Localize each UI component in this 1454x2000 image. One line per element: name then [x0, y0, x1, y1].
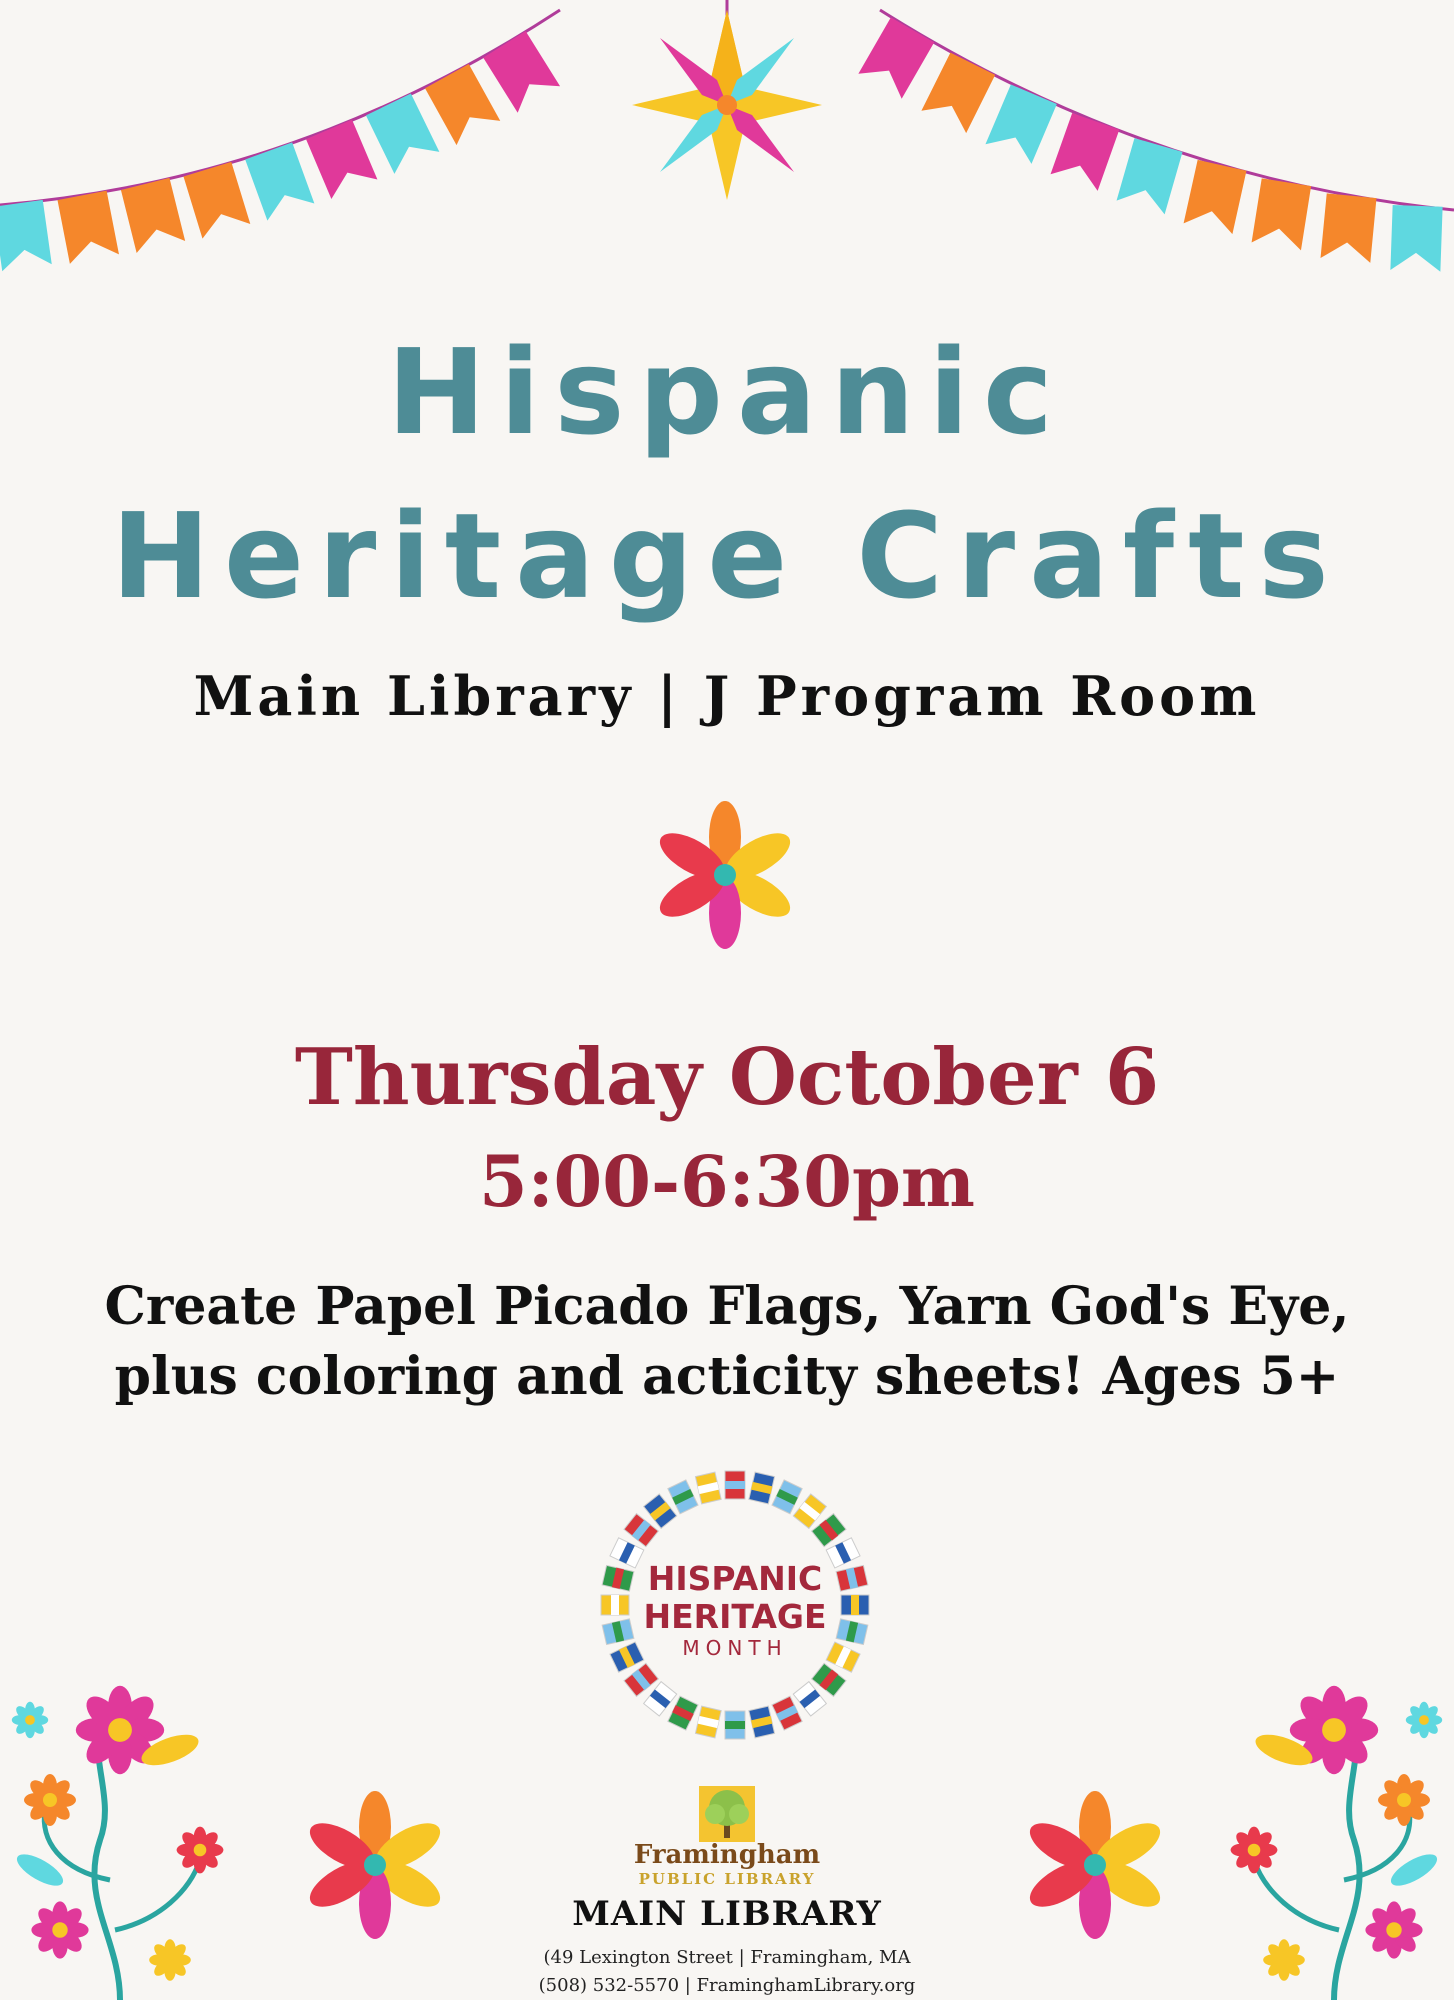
title-line-2: Heritage Crafts: [111, 487, 1343, 625]
star-pinata-icon: [632, 0, 822, 200]
heritage-month-badge: [590, 1560, 880, 1660]
tree-logo-icon: [697, 1784, 757, 1844]
badge-line-2: HERITAGE: [643, 1597, 827, 1636]
flower-icon: [650, 800, 800, 950]
library-address: (49 Lexington Street | Framingham, MA: [543, 1947, 911, 1968]
event-time: 5:00-6:30pm: [479, 1140, 975, 1223]
library-subtitle: PUBLIC LIBRARY: [638, 1870, 816, 1888]
library-name: Framingham: [633, 1840, 821, 1870]
library-branch: MAIN LIBRARY: [572, 1894, 882, 1934]
event-location: Main Library | J Program Room: [193, 664, 1261, 728]
event-description-line-1: Create Papel Picado Flags, Yarn God's Eye,: [104, 1276, 1350, 1337]
title-line-1: Hispanic: [387, 323, 1067, 461]
event-description-line-2: plus coloring and acticity sheets! Ages 5+: [114, 1346, 1340, 1407]
badge-line-3: MONTH: [682, 1636, 788, 1660]
bunting-banner: [0, 0, 1454, 300]
event-date: Thursday October 6: [294, 1032, 1160, 1123]
library-contact: (508) 532-5570 | FraminghamLibrary.org: [538, 1975, 916, 1996]
badge-line-1: HISPANIC: [647, 1559, 823, 1598]
